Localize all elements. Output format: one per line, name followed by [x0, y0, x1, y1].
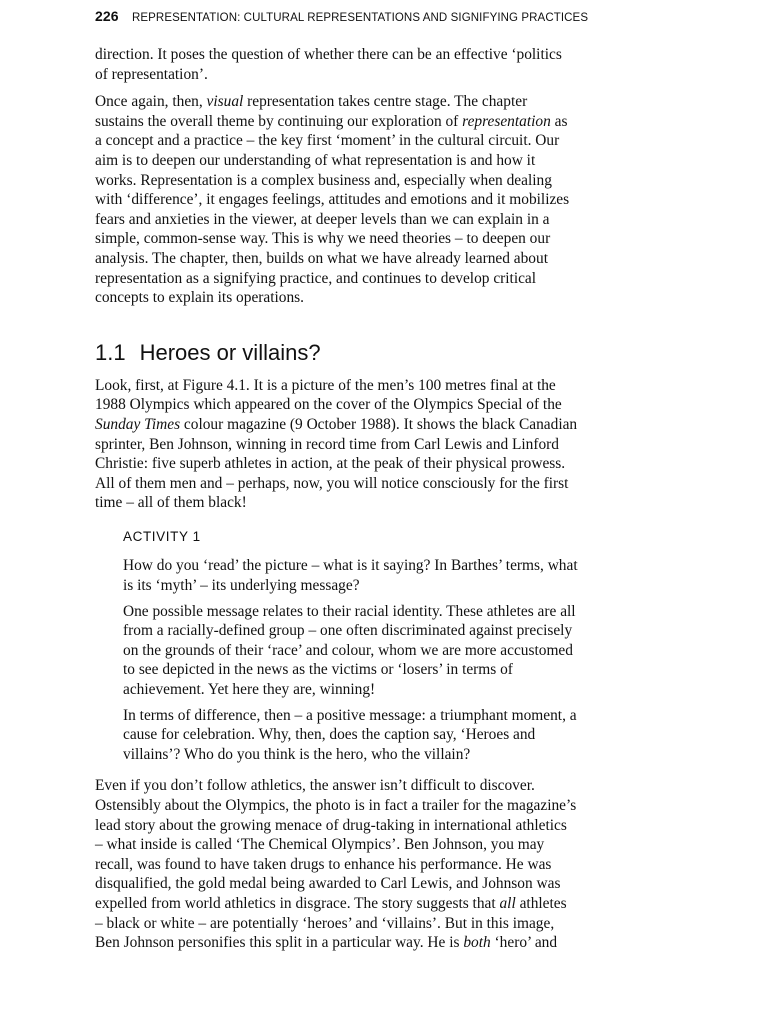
- text-line: aim is to deepen our understanding of what representation is and how it: [95, 151, 536, 169]
- text-line: All of them men and – perhaps, now, you will notice consciously for the first: [95, 474, 569, 492]
- text-line: Once again, then, visual representation takes centre stage. The chapter: [95, 93, 528, 111]
- text-line: analysis. The chapter, then, builds on what we have already learned about: [95, 249, 548, 267]
- text-line: recall, was found to have taken drugs to enhance his performance. He was: [95, 855, 552, 873]
- text-line: Ostensibly about the Olympics, the photo is in fact a trailer for the magazine’s: [95, 797, 577, 814]
- text-line: disqualified, the gold medal being awarded to Carl Lewis, and Johnson was: [95, 875, 561, 893]
- text-line: How do you ‘read’ the picture – what is it saying? In Barthes’ terms, what: [123, 557, 578, 575]
- text-line: – black or white – are potentially ‘heroes’ and ‘villains’. But in this image,: [95, 914, 555, 932]
- section-number: 1.1: [95, 339, 126, 365]
- section-title: Heroes or villains?: [139, 339, 321, 365]
- section-heading: [95, 338, 647, 368]
- text-line: is its ‘myth’ – its underlying message?: [123, 577, 360, 595]
- text-line: Sunday Times colour magazine (9 October 1988). It shows the black Canadian: [95, 415, 578, 433]
- page-body: [95, 45, 647, 953]
- text-line: on the grounds of their ‘race’ and colour, whom we are more accustomed: [123, 641, 573, 659]
- activity-paragraph-1: [123, 556, 647, 595]
- activity-paragraph-2: [123, 602, 647, 700]
- emphasis-text: visual: [206, 93, 244, 111]
- activity-box: [123, 527, 647, 765]
- text-line: works. Representation is a complex business and, especially when dealing: [95, 171, 552, 189]
- paragraph-1: [95, 45, 647, 84]
- text-line: Look, first, at Figure 4.1. It is a picture of the men’s 100 metres final at the: [95, 376, 556, 394]
- text-line: simple, common-sense way. This is why we need theories – to deepen our: [95, 230, 551, 248]
- text-line: expelled from world athletics in disgrace. The story suggests that all athletes: [95, 894, 567, 912]
- emphasis-text: all: [499, 894, 516, 912]
- text-line: sustains the overall theme by continuing our exploration of representation as: [95, 112, 568, 130]
- text-line: concepts to explain its operations.: [95, 289, 305, 307]
- text-line: Christie: five superb athletes in action, at the peak of their physical prowess.: [95, 455, 566, 473]
- running-header: [95, 8, 695, 24]
- text-line: cause for celebration. Why, then, does the caption say, ‘Heroes and: [123, 726, 536, 744]
- text-line: with ‘difference’, it engages feelings, attitudes and emotions and it mobilizes: [95, 191, 570, 209]
- text-line: representation as a signifying practice, and continues to develop critical: [95, 269, 537, 287]
- text-line: of representation’.: [95, 65, 208, 83]
- paragraph-4: [95, 776, 647, 952]
- text-line: Even if you don’t follow athletics, the answer isn’t difficult to discover.: [95, 777, 535, 795]
- text-line: from a racially-defined group – one often discriminated against precisely: [123, 622, 573, 640]
- text-line: time – all of them black!: [95, 494, 247, 512]
- text-line: – what inside is called ‘The Chemical Olympics’. Ben Johnson, you may: [95, 836, 545, 854]
- text-line: lead story about the growing menace of drug-taking in international athletics: [95, 816, 567, 834]
- text-line: villains’? Who do you think is the hero, who the villain?: [123, 745, 471, 763]
- text-line: a concept and a practice – the key first ‘moment’ in the cultural circuit. Our: [95, 132, 560, 150]
- paragraph-3: [95, 376, 647, 513]
- text-line: Ben Johnson personifies this split in a particular way. He is both ‘hero’ and: [95, 934, 558, 952]
- text-line: fears and anxieties in the viewer, at deeper levels than we can explain in a: [95, 210, 550, 228]
- text-line: to see depicted in the news as the victims or ‘losers’ in terms of: [123, 661, 513, 679]
- text-line: One possible message relates to their racial identity. These athletes are all: [123, 602, 576, 620]
- running-title: REPRESENTATION: CULTURAL REPRESENTATIONS AND SIGNIFYING PRACTICES: [131, 12, 589, 24]
- paragraph-2: [95, 92, 647, 308]
- emphasis-text: both: [463, 934, 491, 952]
- emphasis-text: representation: [462, 112, 551, 130]
- activity-paragraph-3: [123, 706, 647, 765]
- text-line: achievement. Yet here they are, winning!: [123, 681, 376, 699]
- text-line: sprinter, Ben Johnson, winning in record time from Carl Lewis and Linford: [95, 435, 560, 453]
- text-line: In terms of difference, then – a positive message: a triumphant moment, a: [123, 706, 577, 724]
- activity-title: ACTIVITY 1: [123, 528, 201, 544]
- text-line: 1988 Olympics which appeared on the cover of the Olympics Special of the: [95, 396, 562, 414]
- text-line: direction. It poses the question of whether there can be an effective ‘politics: [95, 46, 562, 63]
- emphasis-text: Sunday Times: [95, 415, 181, 433]
- page-number: 226: [95, 8, 119, 24]
